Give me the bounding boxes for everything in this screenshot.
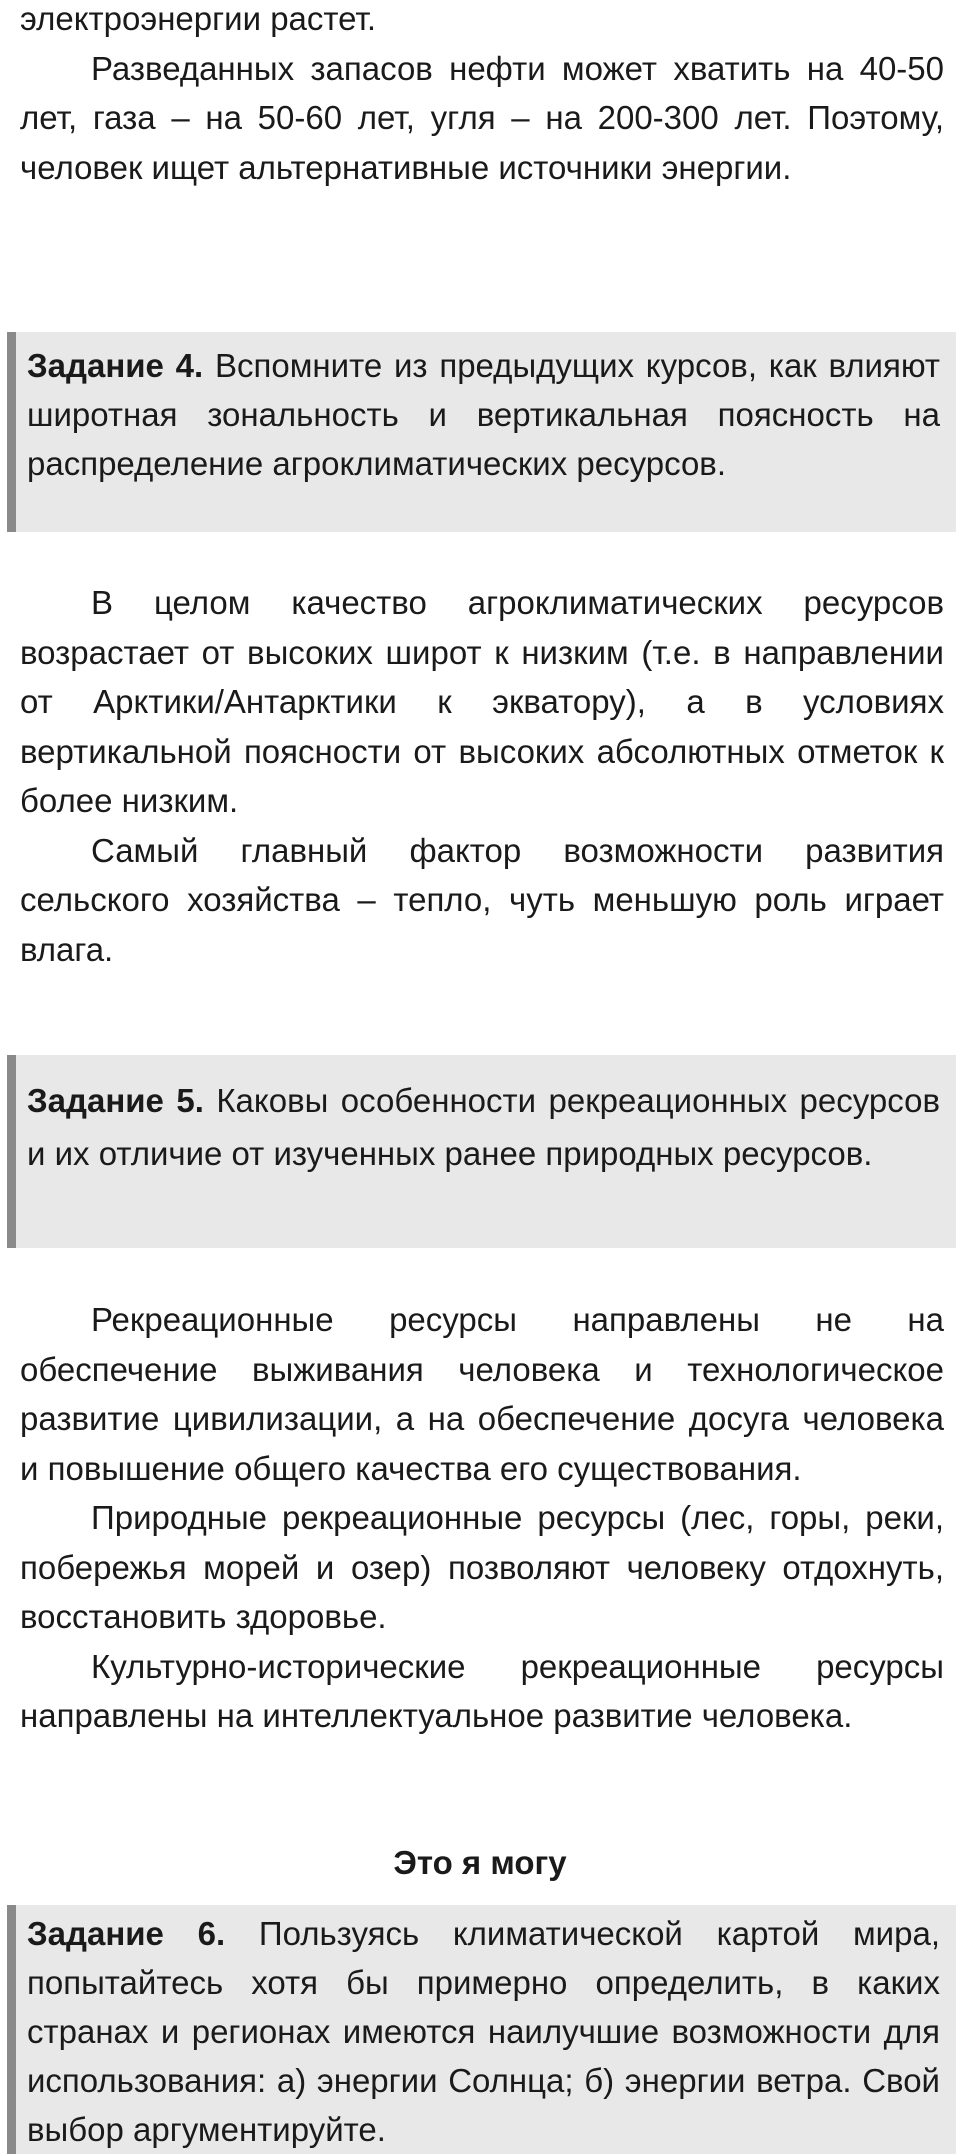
answer-4-block	[20, 578, 944, 974]
answer-5-paragraph-2: Природные рекреационные ресурсы (лес, горы, реки, побережья морей и озер) позволяют человеку отдохнуть, восстановить здоровье.	[20, 1499, 944, 1635]
task-6-box	[7, 1905, 956, 2154]
task-5-paragraph	[27, 1074, 940, 1180]
task-4-text: Вспомните из предыдущих курсов, как влияют широтная зональность и вертикальная поясность на распределение агроклиматических ресурсов.	[27, 347, 941, 482]
task-5-box	[7, 1055, 956, 1248]
task-4-paragraph	[27, 341, 940, 488]
task-4-label: Задание 4.	[27, 347, 204, 384]
intro-paragraph: Разведанных запасов нефти может хватить на 40-50 лет, газа – на 50-60 лет, угля – на 200-300 лет. Поэтому, человек ищет альтернативные источники энергии.	[20, 49, 944, 186]
answer-5-block	[20, 1295, 944, 1741]
task-6-paragraph	[27, 1909, 940, 2154]
answer-5-paragraph-1: Рекреационные ресурсы направлены не на обеспечение выживания человека и технологическое развитие цивилизации, а на обеспечение досуга человека и повышение общего качества его существования.	[20, 1301, 944, 1487]
task-6-label: Задание 6.	[27, 1915, 226, 1952]
task-4-box	[7, 332, 956, 532]
answer-4-paragraph-1: В целом качество агроклиматических ресурсов возрастает от высоких широт к низким (т.е. в направлении от Арктики/Антарктики к экватору), а в условиях вертикальной поясности от высоких абсолютных отметок к более низким.	[20, 584, 944, 819]
task-5-label: Задание 5.	[27, 1082, 204, 1119]
task-5-text: Каковы особенности рекреационных ресурсов и их отличие от изученных ранее природных ресурсов.	[27, 1082, 940, 1172]
task-6-text: Пользуясь климатической картой мира, попытайтесь хотя бы примерно определить, в каких странах и регионах имеются наилучшие возможности для использования: а) энергии Солнца; б) энергии ветра. Свой выбор аргументируйте.	[27, 1915, 940, 2148]
section-heading: Это я могу	[393, 1844, 567, 1881]
intro-continuation-line: электроэнергии растет.	[20, 0, 377, 37]
answer-5-paragraph-3: Культурно-исторические рекреационные ресурсы направлены на интеллектуальное развитие человека.	[20, 1647, 944, 1734]
intro-block	[20, 0, 944, 192]
answer-4-paragraph-2: Самый главный фактор возможности развития сельского хозяйства – тепло, чуть меньшую роль играет влага.	[20, 831, 944, 968]
